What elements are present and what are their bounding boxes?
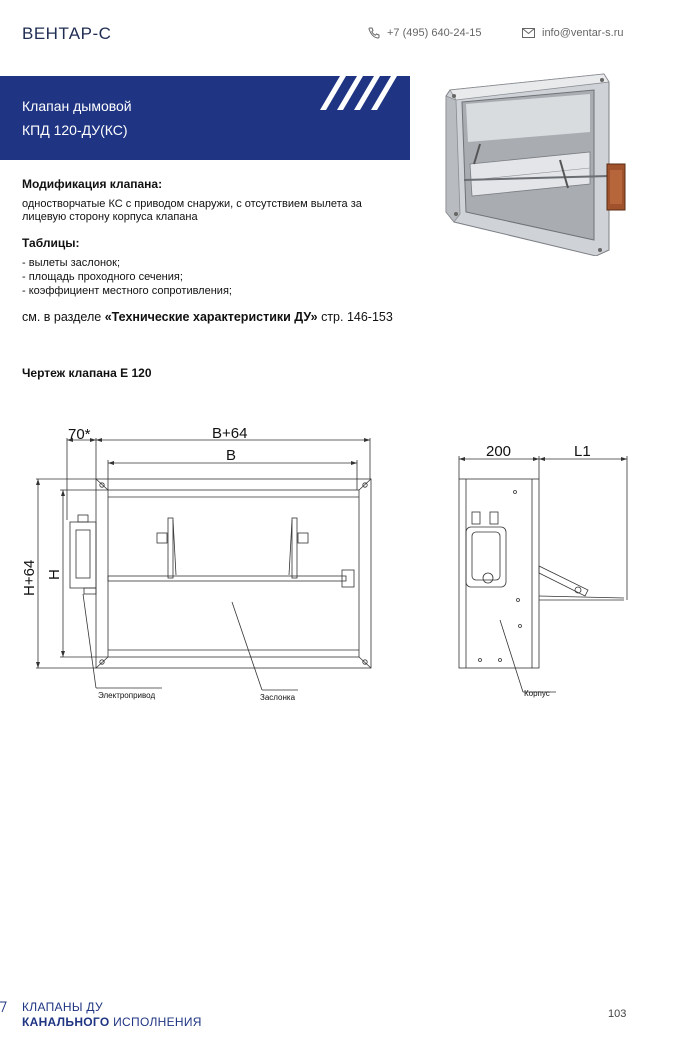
list-item: - коэффициент местного сопротивления; [22,285,232,297]
reference-pages: стр. 146-153 [317,310,393,324]
phone-contact[interactable] [368,27,481,39]
drawing-title: Чертеж клапана Е 120 [22,366,152,380]
side-body-outline [459,479,539,668]
dim-h: Н [46,569,63,580]
banner-model: КПД 120-ДУ(КС) [22,122,128,138]
phone-icon [368,27,380,39]
page-number: 103 [608,1008,627,1020]
technical-drawing [0,410,677,710]
front-flange-outline [96,479,371,668]
tables-heading: Таблицы: [22,236,80,250]
dim-l1: L1 [574,443,591,460]
product-banner [0,76,410,160]
dim-h64: Н+64 [21,559,38,596]
modification-text-1: одностворчатые КС с приводом снаружи, с отсутствием вылета за [22,198,362,210]
label-drive: Электропривод [98,691,156,700]
list-item: - вылеты заслонок; [22,257,121,269]
footer-subsection [22,1015,202,1029]
footer-subsection-bold: КАНАЛЬНОГО [22,1015,110,1029]
reference-prefix: см. в разделе [22,310,105,324]
label-body: Корпус [524,689,550,698]
dim-b: В [226,447,237,464]
banner-title: Клапан дымовой [22,98,132,114]
valve-photo [444,72,634,256]
email-contact[interactable] [522,27,623,39]
list-item: - площадь проходного сечения; [22,271,183,283]
footer-section: КЛАПАНЫ ДУ [22,1000,103,1014]
dim-200: 200 [486,443,512,460]
stripes-decoration [320,76,410,116]
footer-corner-icon [0,1000,8,1014]
reference-text [22,310,393,324]
dim-b64: В+64 [212,425,248,442]
brand-name: ВЕНТАР-С [22,24,112,43]
footer-subsection-rest: ИСПОЛНЕНИЯ [109,1015,202,1029]
mail-icon [522,28,535,38]
email-address: info@ventar-s.ru [542,27,624,39]
phone-number: +7 (495) 640-24-15 [387,27,482,39]
reference-section-link[interactable]: «Технические характеристики ДУ» [104,310,318,324]
dim-70: 70* [68,426,91,443]
modification-heading: Модификация клапана: [22,177,163,191]
label-damper: Заслонка [260,693,296,702]
modification-text-2: лицевую сторону корпуса клапана [22,211,198,223]
tables-list [22,256,232,298]
